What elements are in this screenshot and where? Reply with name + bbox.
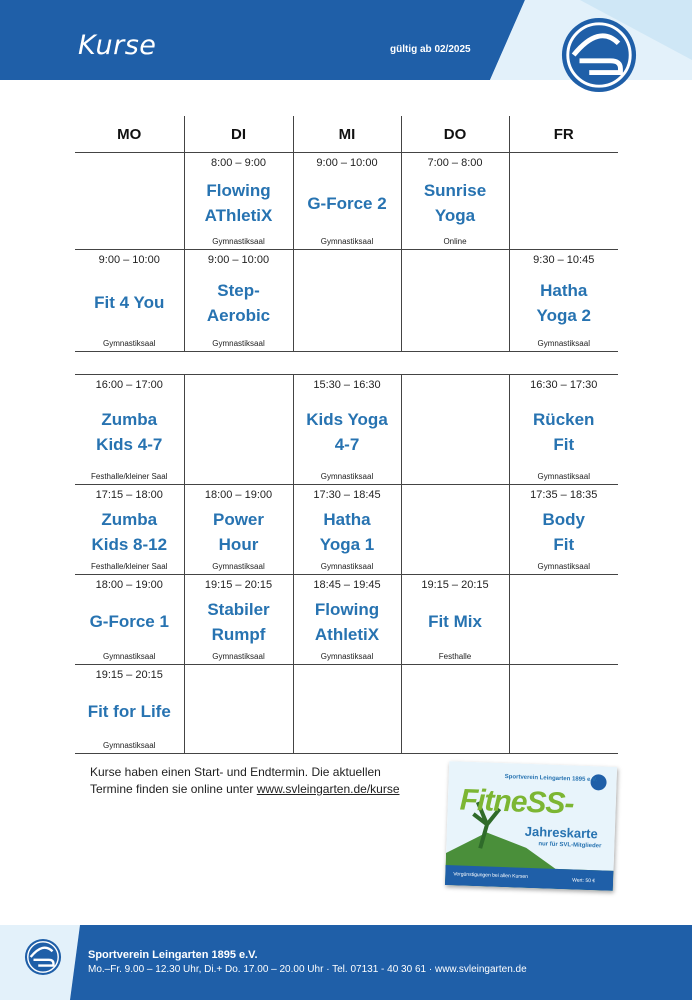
course-time: 17:35 – 18:35	[530, 489, 598, 501]
course-name: Stabiler Rumpf	[207, 599, 270, 644]
day-header-mo: MO	[75, 116, 184, 153]
course-name: Flowing AthletiX	[314, 599, 380, 644]
course-time: 9:30 – 10:45	[533, 254, 595, 266]
note-line-2: Termine finden sie online unter	[90, 782, 257, 796]
course-name: Sunrise Yoga	[423, 181, 487, 225]
course-name: Power Hour	[212, 509, 265, 554]
empty-cell	[401, 485, 509, 575]
valid-from-label: gültig ab 02/2025	[390, 44, 471, 55]
footer-contact-info: Mo.–Fr. 9.00 – 12.30 Uhr, Di.+ Do. 17.00 – 20.00 Uhr · Tel. 07131 - 40 30 61 · www.svleingarten.de	[88, 964, 527, 975]
course-room: Gymnastiksaal	[212, 339, 265, 348]
course-name: Flowing AThletiX	[204, 181, 273, 225]
course-time: 19:15 – 20:15	[421, 579, 489, 591]
course-cell	[293, 153, 401, 250]
course-time: 18:45 – 19:45	[313, 579, 381, 591]
course-cell	[293, 575, 401, 665]
day-header-do: DO	[401, 116, 509, 153]
footer-club-name: Sportverein Leingarten 1895 e.V.	[88, 949, 258, 961]
card-title: Jahreskarte	[524, 823, 599, 842]
footer-logo	[24, 938, 62, 976]
course-time: 9:00 – 10:00	[316, 157, 378, 169]
empty-cell	[401, 250, 509, 352]
course-time: 18:00 – 19:00	[95, 579, 163, 591]
card-subtitle: nur für SVL-Mitglieder	[538, 841, 602, 850]
course-cell	[184, 485, 293, 575]
course-note	[90, 764, 400, 798]
course-room: Gymnastiksaal	[320, 237, 374, 246]
course-entry	[75, 485, 184, 574]
course-entry	[402, 575, 509, 664]
course-entry	[75, 665, 184, 753]
course-entry	[75, 575, 184, 664]
course-name: Body Fit	[542, 509, 585, 554]
day-header-di: DI	[184, 116, 293, 153]
course-entry	[185, 153, 293, 249]
course-entry	[75, 375, 184, 484]
course-name: G-Force 1	[89, 612, 169, 631]
course-cell	[293, 375, 401, 485]
course-cell	[509, 250, 618, 352]
course-cell	[184, 250, 293, 352]
course-entry	[294, 485, 401, 574]
course-entry	[294, 575, 401, 664]
course-entry	[185, 250, 293, 351]
course-cell	[184, 153, 293, 250]
course-schedule-table	[75, 116, 618, 754]
course-time: 8:00 – 9:00	[210, 157, 267, 169]
course-name: Fit Mix	[428, 612, 482, 631]
course-time: 19:15 – 20:15	[95, 669, 163, 681]
empty-cell	[293, 665, 401, 754]
course-name: G-Force 2	[307, 193, 387, 213]
course-time: 7:00 – 8:00	[427, 157, 483, 169]
course-room: Gymnastiksaal	[212, 652, 265, 661]
course-time: 16:00 – 17:00	[95, 379, 163, 391]
course-cell	[184, 575, 293, 665]
page-title: Kurse	[78, 30, 157, 61]
footer-banner	[0, 925, 692, 1000]
course-room: Gymnastiksaal	[537, 562, 590, 571]
course-room: Gymnastiksaal	[212, 562, 265, 571]
course-time: 15:30 – 16:30	[313, 379, 381, 391]
day-header-row	[75, 116, 618, 153]
course-time: 17:30 – 18:45	[313, 489, 381, 501]
course-cell	[75, 665, 184, 754]
course-time: 16:30 – 17:30	[530, 379, 598, 391]
course-room: Gymnastiksaal	[103, 741, 156, 750]
course-time: 9:00 – 10:00	[207, 254, 270, 266]
course-name: Fit 4 You	[94, 293, 165, 312]
course-room: Festhalle/kleiner Saal	[91, 472, 168, 481]
course-room: Gymnastiksaal	[537, 472, 590, 481]
empty-cell	[184, 375, 293, 485]
course-cell	[75, 250, 184, 352]
course-name: Step- Aerobic	[206, 280, 271, 325]
course-room: Gymnastiksaal	[537, 339, 590, 348]
card-headline: FitneSS-	[459, 783, 575, 821]
empty-cell	[509, 665, 618, 754]
course-name: Rücken Fit	[533, 409, 595, 454]
schedule-row	[75, 250, 618, 352]
course-cell	[293, 485, 401, 575]
course-cell	[509, 485, 618, 575]
empty-cell	[509, 575, 618, 665]
courses-link[interactable]: www.svleingarten.de/kurse	[256, 782, 400, 796]
course-name: Fit for Life	[87, 701, 171, 721]
day-header-fr: FR	[509, 116, 618, 153]
course-entry	[510, 375, 619, 484]
schedule-row	[75, 153, 618, 250]
course-room: Festhalle	[438, 652, 472, 661]
course-room: Gymnastiksaal	[320, 472, 374, 481]
course-name: Hatha Yoga 1	[319, 509, 375, 554]
club-logo	[560, 16, 638, 94]
schedule-row	[75, 665, 618, 754]
schedule-spacer-row	[75, 352, 618, 375]
course-time: 17:15 – 18:00	[95, 489, 163, 501]
course-entry	[510, 250, 619, 351]
course-entry	[185, 575, 293, 664]
course-room: Gymnastiksaal	[320, 652, 374, 661]
course-entry	[75, 250, 184, 351]
course-name: Kids Yoga 4-7	[306, 409, 388, 454]
course-cell	[75, 485, 184, 575]
course-entry	[402, 153, 509, 249]
day-header-mi: MI	[293, 116, 401, 153]
course-time: 9:00 – 10:00	[98, 254, 160, 266]
empty-cell	[293, 250, 401, 352]
course-entry	[510, 485, 619, 574]
course-time: 19:15 – 20:15	[204, 579, 273, 591]
schedule-row	[75, 485, 618, 575]
empty-cell	[75, 153, 184, 250]
note-line-1: Kurse haben einen Start- und Endtermin. Die aktuellen	[90, 765, 381, 779]
course-time: 18:00 – 19:00	[204, 489, 273, 501]
card-value: Wert: 50 €	[572, 877, 596, 885]
course-cell	[75, 575, 184, 665]
course-cell	[75, 375, 184, 485]
schedule-row	[75, 575, 618, 665]
course-room: Gymnastiksaal	[103, 339, 156, 348]
empty-cell	[401, 375, 509, 485]
empty-cell	[509, 153, 618, 250]
course-room: Gymnastiksaal	[103, 652, 156, 661]
card-band-text: Vergünstigungen bei allen Kursen	[453, 871, 529, 880]
course-room: Gymnastiksaal	[212, 237, 265, 246]
course-room: Gymnastiksaal	[320, 562, 374, 571]
empty-cell	[401, 665, 509, 754]
course-entry	[294, 375, 401, 484]
course-cell	[401, 575, 509, 665]
schedule-row	[75, 375, 618, 485]
course-name: Zumba Kids 8-12	[91, 509, 168, 554]
course-entry	[294, 153, 401, 249]
course-entry	[185, 485, 293, 574]
course-cell	[401, 153, 509, 250]
card-club-name: Sportverein Leingarten 1895 e.V.	[504, 774, 598, 784]
course-name: Hatha Yoga 2	[536, 280, 591, 325]
empty-cell	[184, 665, 293, 754]
course-room: Online	[443, 237, 467, 246]
course-room: Festhalle/kleiner Saal	[91, 562, 168, 571]
course-cell	[509, 375, 618, 485]
course-name: Zumba Kids 4-7	[96, 409, 163, 454]
fitness-annual-card-image	[445, 761, 617, 891]
